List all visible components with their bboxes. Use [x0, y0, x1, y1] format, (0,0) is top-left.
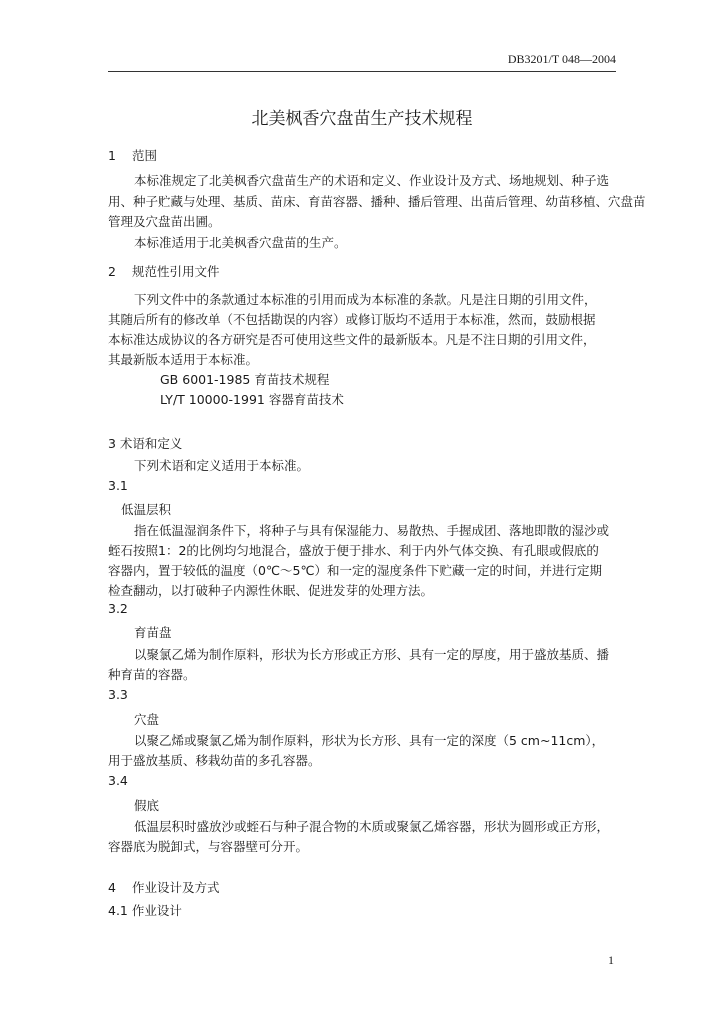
term-3-4-def-line2: 容器底为脱卸式，与容器壁可分开。: [108, 839, 309, 854]
section-1-para1-line2: 用、种子贮藏与处理、基质、苗床、育苗容器、播种、播后管理、出苗后管理、幼苗移植、穴盘苗: [108, 194, 646, 209]
section-1-number: 1: [108, 148, 116, 163]
section-2-para-line2: 其随后所有的修改单（不包括勘误的内容）或修订版均不适用于本标准，然而，鼓励根据: [108, 312, 596, 327]
term-3-4-def-line1: 低温层积时盛放沙或蛭石与种子混合物的木质或聚氯乙烯容器，形状为圆形或正方形，: [134, 819, 610, 834]
reference-2: LY/T 10000-1991 容器育苗技术: [160, 392, 344, 407]
term-3-4-name: 假底: [134, 798, 160, 813]
term-3-1-def-line3: 容器内，置于较低的温度（0℃～5℃）和一定的湿度条件下贮藏一定的时间，并进行定期: [108, 563, 602, 578]
document-code: DB3201/T 048—2004: [507, 52, 616, 66]
section-4-heading: [108, 878, 219, 896]
term-3-1-def-line1: 指在低温湿润条件下，将种子与具有保湿能力、易散热、手握成团、落地即散的湿沙或: [134, 523, 610, 538]
page-number: 1: [608, 953, 614, 967]
term-3-4-number: 3.4: [108, 773, 128, 788]
term-3-1-name: 低温层积: [121, 502, 172, 517]
section-2-heading: [108, 262, 219, 280]
term-3-2-def-line1: 以聚氯乙烯为制作原料，形状为长方形或正方形、具有一定的厚度，用于盛放基质、播: [134, 647, 610, 662]
term-3-3-name: 穴盘: [134, 712, 160, 727]
section-1-heading: [108, 146, 157, 164]
term-3-1-def-line2: 蛭石按照1：2的比例均匀地混合，盛放于便于排水、利于内外气体交换、有孔眼或假底的: [108, 543, 599, 558]
section-1-para1-line1: 本标准规定了北美枫香穴盘苗生产的术语和定义、作业设计及方式、场地规划、种子选: [134, 173, 610, 188]
term-3-2-def-line2: 种育苗的容器。: [108, 667, 196, 682]
term-3-3-def-line1: 以聚乙烯或聚氯乙烯为制作原料，形状为长方形、具有一定的深度（5 cm~11cm），: [134, 733, 605, 748]
header-rule: [108, 71, 616, 72]
section-2-para-line1: 下列文件中的条款通过本标准的引用而成为本标准的条款。凡是注日期的引用文件，: [134, 292, 597, 307]
section-3-heading: 3 术语和定义: [108, 436, 183, 451]
term-3-3-number: 3.3: [108, 687, 128, 702]
term-3-1-def-line4: 检查翻动，以打破种子内源性休眠、促进发芽的处理方法。: [108, 583, 434, 598]
reference-1: GB 6001-1985 育苗技术规程: [160, 372, 330, 387]
term-3-1-number: 3.1: [108, 478, 128, 493]
term-3-3-def-line2: 用于盛放基质、移栽幼苗的多孔容器。: [108, 753, 321, 768]
section-3-intro: 下列术语和定义适用于本标准。: [134, 458, 310, 473]
section-1-para1-line3: 管理及穴盘苗出圃。: [108, 214, 221, 229]
section-2-para-line4: 其最新版本适用于本标准。: [108, 352, 259, 367]
section-1-title: 范围: [131, 148, 157, 163]
section-2-number: 2: [108, 264, 116, 279]
section-2-title: 规范性引用文件: [131, 264, 220, 279]
section-1-para2: 本标准适用于北美枫香穴盘苗的生产。: [134, 235, 347, 250]
page-title: 北美枫香穴盘苗生产技术规程: [251, 109, 473, 129]
section-2-para-line3: 本标准达成协议的各方研究是否可使用这些文件的最新版本。凡是不注日期的引用文件，: [108, 332, 596, 347]
section-4-number: 4: [108, 880, 116, 895]
subsection-4-1-heading: 4.1 作业设计: [108, 903, 182, 918]
section-4-title: 作业设计及方式: [131, 880, 220, 895]
term-3-2-name: 育苗盘: [134, 625, 172, 640]
term-3-2-number: 3.2: [108, 601, 128, 616]
